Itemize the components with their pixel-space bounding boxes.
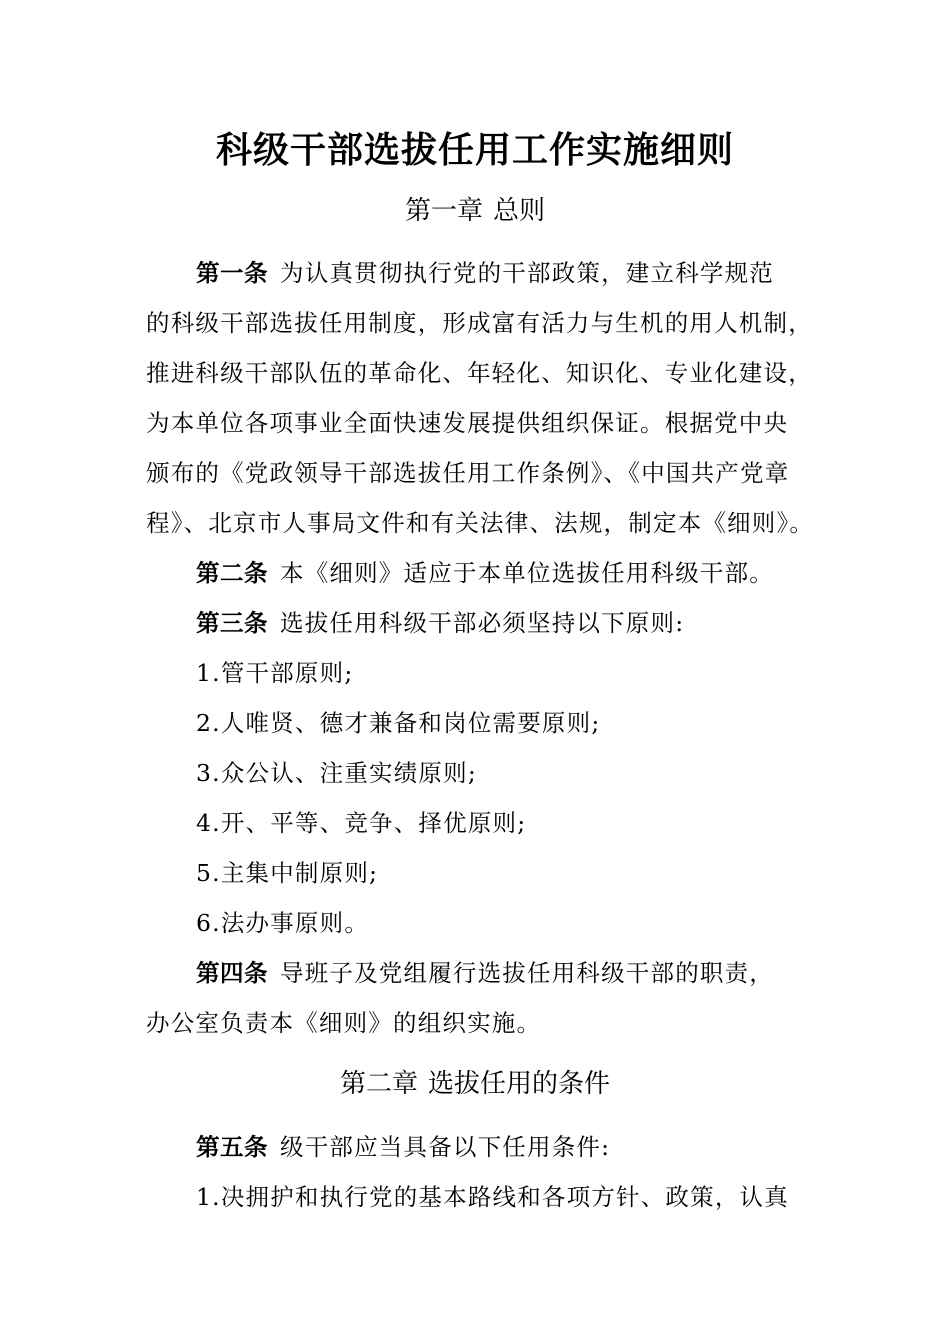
principle-item: 5.主集中制原则; [196, 859, 379, 887]
principle-item: 4.开、平等、竞争、择优原则; [196, 809, 527, 837]
article-1-label: 第一条 [196, 259, 268, 287]
article-3-text: 选拔任用科级干部必须坚持以下原则: [280, 609, 685, 637]
article-2-text: 本《细则》适应于本单位选拔任用科级干部。 [280, 559, 774, 587]
article-4-label: 第四条 [196, 959, 268, 987]
chapter-1-heading [0, 193, 950, 229]
article-3 [196, 606, 684, 640]
article-1-line-4: 为本单位各项事业全面快速发展提供组织保证。根据党中央 [146, 409, 789, 437]
article-5-text: 级干部应当具备以下任用条件: [280, 1133, 611, 1161]
article-4-line-1 [196, 956, 774, 990]
chapter-1-name: 总则 [493, 196, 546, 226]
chapter-2-number: 第二章 [339, 1069, 418, 1099]
article-1-line-5: 颁布的《党政领导干部选拔任用工作条例》、《中国共产党章 [146, 459, 790, 487]
article-1-line-3: 推进科级干部队伍的革命化、年轻化、知识化、专业化建设， [146, 359, 813, 387]
principle-item: 3.众公认、注重实绩原则; [196, 759, 477, 787]
article-2-label: 第二条 [196, 559, 268, 587]
article-4-line-2: 办公室负责本《细则》的组织实施。 [146, 1009, 542, 1037]
condition-item: 1.决拥护和执行党的基本路线和各项方针、政策，认真 [196, 1183, 789, 1211]
chapter-1-number: 第一章 [404, 196, 483, 226]
article-1-line-2: 的科级干部选拔任用制度，形成富有活力与生机的用人机制， [146, 309, 813, 337]
article-2 [196, 556, 774, 590]
article-5-label: 第五条 [196, 1133, 268, 1161]
article-4-text-1: 导班子及党组履行选拔任用科级干部的职责， [280, 959, 774, 987]
document-title: 科级干部选拔任用工作实施细则 [215, 129, 734, 171]
chapter-2-heading [0, 1066, 950, 1102]
principle-item: 2.人唯贤、德才兼备和岗位需要原则; [196, 709, 601, 737]
chapter-2-name: 选拔任用的条件 [428, 1069, 611, 1099]
article-3-label: 第三条 [196, 609, 268, 637]
principle-item: 6.法办事原则。 [196, 909, 370, 937]
article-1-text-1: 为认真贯彻执行党的干部政策，建立科学规范 [280, 259, 774, 287]
article-1-line-6: 程》、北京市人事局文件和有关法律、法规，制定本《细则》。 [146, 509, 815, 537]
article-5 [196, 1130, 610, 1164]
article-1-line-1 [196, 256, 774, 290]
principle-item: 1.管干部原则; [196, 659, 354, 687]
